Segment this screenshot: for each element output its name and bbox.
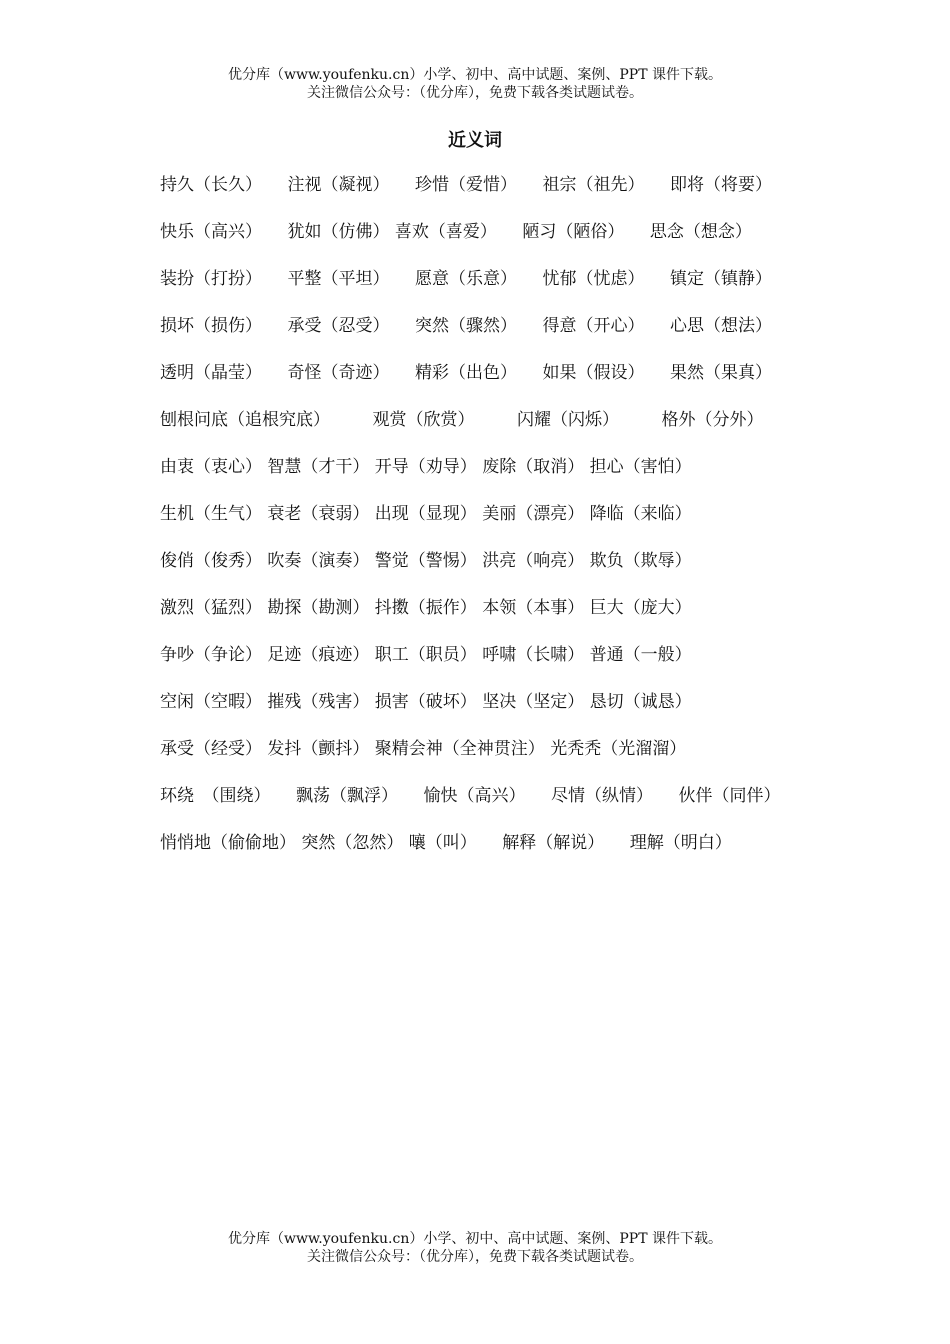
synonym-row: 空闲（空暇） 摧残（残害） 损害（破坏） 坚决（坚定） 恳切（诚恳） (160, 692, 692, 712)
header-line-1: 优分库（www.youfenku.cn）小学、初中、高中试题、案例、PPT 课件下载。 (227, 67, 722, 83)
footer-line-2: 关注微信公众号：（优分库），免费下载各类试题试卷。 (307, 1249, 643, 1265)
synonym-row: 损坏（损伤） 承受（忍受） 突然（骤然） 得意（开心） 心思（想法） (160, 316, 772, 336)
synonym-row: 争吵（争论） 足迹（痕迹） 职工（职员） 呼啸（长啸） 普通（一般） (160, 645, 692, 665)
header-line-2: 关注微信公众号：（优分库），免费下载各类试题试卷。 (307, 85, 643, 101)
synonym-row: 生机（生气） 衰老（衰弱） 出现（显现） 美丽（漂亮） 降临（来临） (160, 504, 692, 524)
synonym-row: 快乐（高兴） 犹如（仿佛） 喜欢（喜爱） 陋习（陋俗） 思念（想念） (160, 222, 752, 242)
synonym-row: 由衷（衷心） 智慧（才干） 开导（劝导） 废除（取消） 担心（害怕） (160, 457, 692, 477)
footer-line-1: 优分库（www.youfenku.cn）小学、初中、高中试题、案例、PPT 课件下载。 (227, 1231, 722, 1247)
page-footer (0, 1230, 950, 1266)
synonym-row: 持久（长久） 注视（凝视） 珍惜（爱惜） 祖宗（祖先） 即将（将要） (160, 175, 772, 195)
synonym-list (160, 173, 792, 878)
synonym-row: 承受（经受） 发抖（颤抖） 聚精会神（全神贯注） 光秃秃（光溜溜） (160, 739, 687, 759)
page-title: 近义词 (448, 130, 502, 151)
synonym-row: 环绕 （围绕） 飘荡（飘浮） 愉快（高兴） 尽情（纵情） 伙伴（同伴） (160, 786, 781, 806)
synonym-row: 激烈（猛烈） 勘探（勘测） 抖擞（振作） 本领（本事） 巨大（庞大） (160, 598, 692, 618)
synonym-row: 装扮（打扮） 平整（平坦） 愿意（乐意） 忧郁（忧虑） 镇定（镇静） (160, 269, 772, 289)
page-header (0, 66, 950, 102)
synonym-row: 俊俏（俊秀） 吹奏（演奏） 警觉（警惕） 洪亮（响亮） 欺负（欺辱） (160, 551, 692, 571)
synonym-row: 透明（晶莹） 奇怪（奇迹） 精彩（出色） 如果（假设） 果然（果真） (160, 363, 772, 383)
synonym-row: 刨根问底（追根究底） 观赏（欣赏） 闪耀（闪烁） 格外（分外） (160, 410, 764, 430)
synonym-row: 悄悄地（偷偷地） 突然（忽然） 嚷（叫） 解释（解说） 理解（明白） (160, 833, 732, 853)
